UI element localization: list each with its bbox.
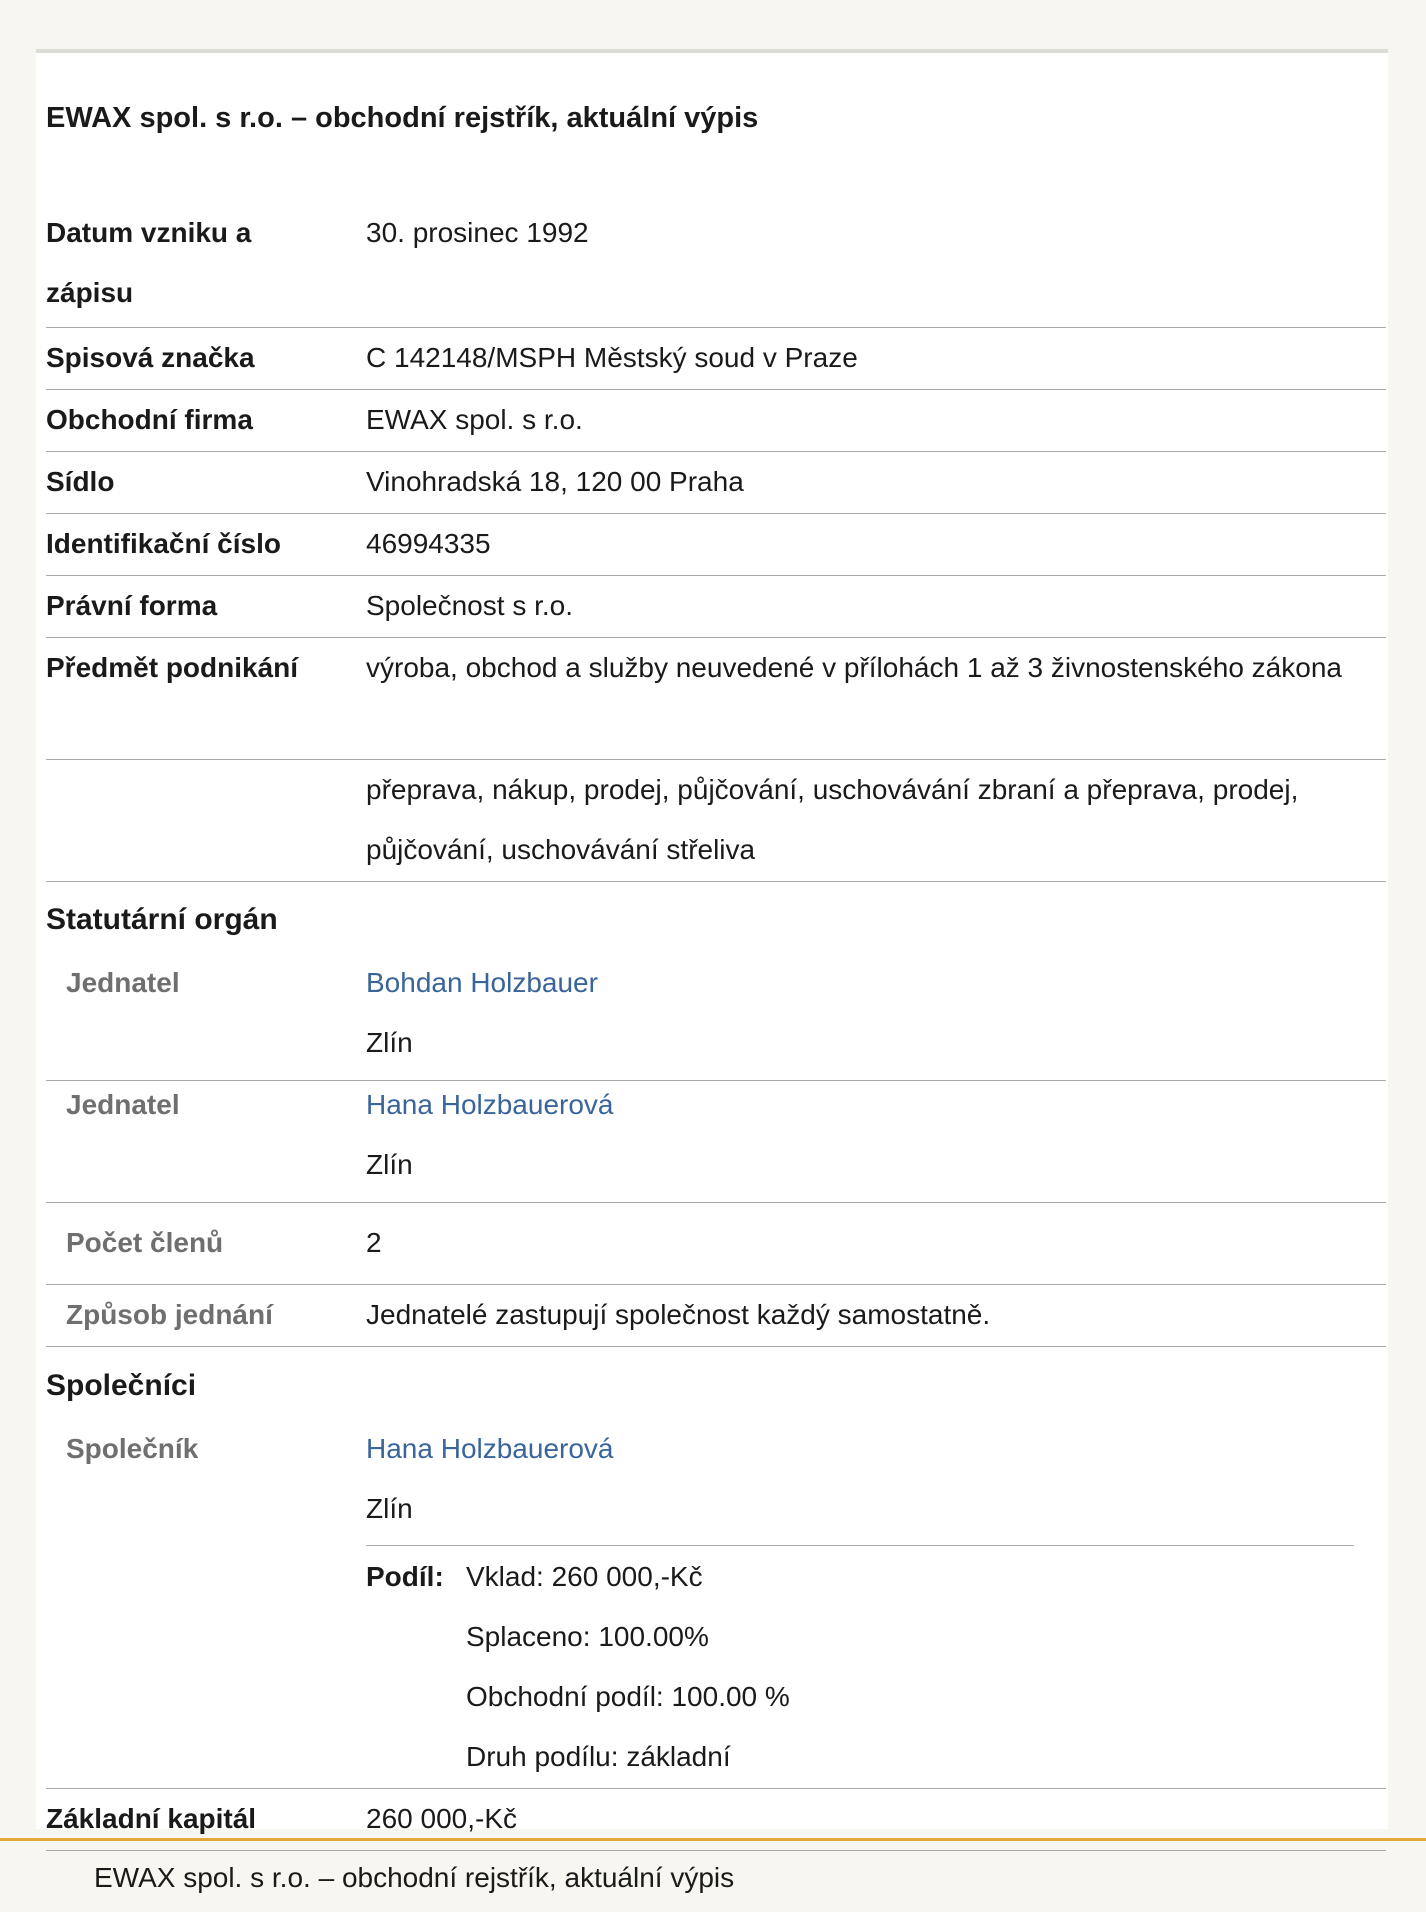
row-datum-vzniku <box>46 203 1386 328</box>
register-card <box>36 49 1388 1834</box>
row-jednatel-1 <box>46 953 1386 1081</box>
section-spolecnici: Společníci <box>46 1369 197 1402</box>
role-label: Jednatel <box>66 967 180 998</box>
row-pocet-clenu <box>46 1203 1386 1285</box>
row-label: Způsob jednání <box>66 1299 273 1330</box>
row-label: Předmět podnikání <box>46 652 299 683</box>
row-label: Datum vzniku a zápisu <box>46 217 252 308</box>
row-label: Spisová značka <box>46 342 255 373</box>
person-link[interactable]: Bohdan Holzbauer <box>366 967 598 998</box>
row-value: 260 000,-Kč <box>366 1803 517 1834</box>
row-spisova-znacka <box>46 328 1386 390</box>
person-city: Zlín <box>366 1493 413 1524</box>
row-value: Společnost s r.o. <box>366 590 574 621</box>
row-jednatel-2 <box>46 1081 1386 1203</box>
podil-label: Podíl: <box>366 1561 444 1592</box>
person-link[interactable]: Hana Holzbauerová <box>366 1433 614 1464</box>
divider <box>366 1545 1354 1546</box>
row-sidlo <box>46 452 1386 514</box>
row-value: výroba, obchod a služby neuvedené v přílohách 1 až 3 živnostenského zákona <box>366 652 1342 683</box>
row-value: přeprava, nákup, prodej, půjčování, uschovávání zbraní a přeprava, prodej, půjčování, uschovávání střeliva <box>366 774 1299 865</box>
role-label: Společník <box>66 1433 199 1464</box>
section-statutarni-organ: Statutární orgán <box>46 903 278 936</box>
row-zpusob-jednani <box>46 1285 1386 1347</box>
person-link[interactable]: Hana Holzbauerová <box>366 1089 614 1120</box>
podil-obchodni: Obchodní podíl: 100.00 % <box>466 1681 790 1712</box>
row-value: C 142148/MSPH Městský soud v Praze <box>366 342 858 373</box>
row-label: Právní forma <box>46 590 218 621</box>
role-label: Jednatel <box>66 1089 180 1120</box>
row-label: Identifikační číslo <box>46 528 281 559</box>
row-value: 2 <box>366 1227 382 1258</box>
row-value: 30. prosinec 1992 <box>366 217 589 248</box>
row-ico <box>46 514 1386 576</box>
podil-druh: Druh podílu: základní <box>466 1741 731 1772</box>
row-label: Základní kapitál <box>46 1803 257 1834</box>
row-predmet-podnikani <box>46 638 1386 760</box>
page-title: EWAX spol. s r.o. – obchodní rejstřík, aktuální výpis <box>46 102 759 134</box>
row-label: Počet členů <box>66 1227 224 1258</box>
row-label: Obchodní firma <box>46 404 253 435</box>
row-value: 46994335 <box>366 528 491 559</box>
podil-vklad: Vklad: 260 000,-Kč <box>466 1561 703 1592</box>
row-value: Jednatelé zastupují společnost každý samostatně. <box>366 1299 991 1330</box>
row-label: Sídlo <box>46 466 115 497</box>
person-city: Zlín <box>366 1027 413 1058</box>
footer-divider <box>0 1838 1426 1841</box>
person-city: Zlín <box>366 1149 413 1180</box>
footer-text: EWAX spol. s r.o. – obchodní rejstřík, aktuální výpis <box>94 1862 735 1893</box>
row-pravni-forma <box>46 576 1386 638</box>
row-value: Vinohradská 18, 120 00 Praha <box>366 466 744 497</box>
row-spolecnik <box>46 1419 1386 1789</box>
row-zakladni-kapital <box>46 1789 1386 1851</box>
row-predmet-podnikani-2 <box>46 760 1386 882</box>
row-obchodni-firma <box>46 390 1386 452</box>
row-value: EWAX spol. s r.o. <box>366 404 583 435</box>
podil-splaceno: Splaceno: 100.00% <box>466 1621 709 1652</box>
